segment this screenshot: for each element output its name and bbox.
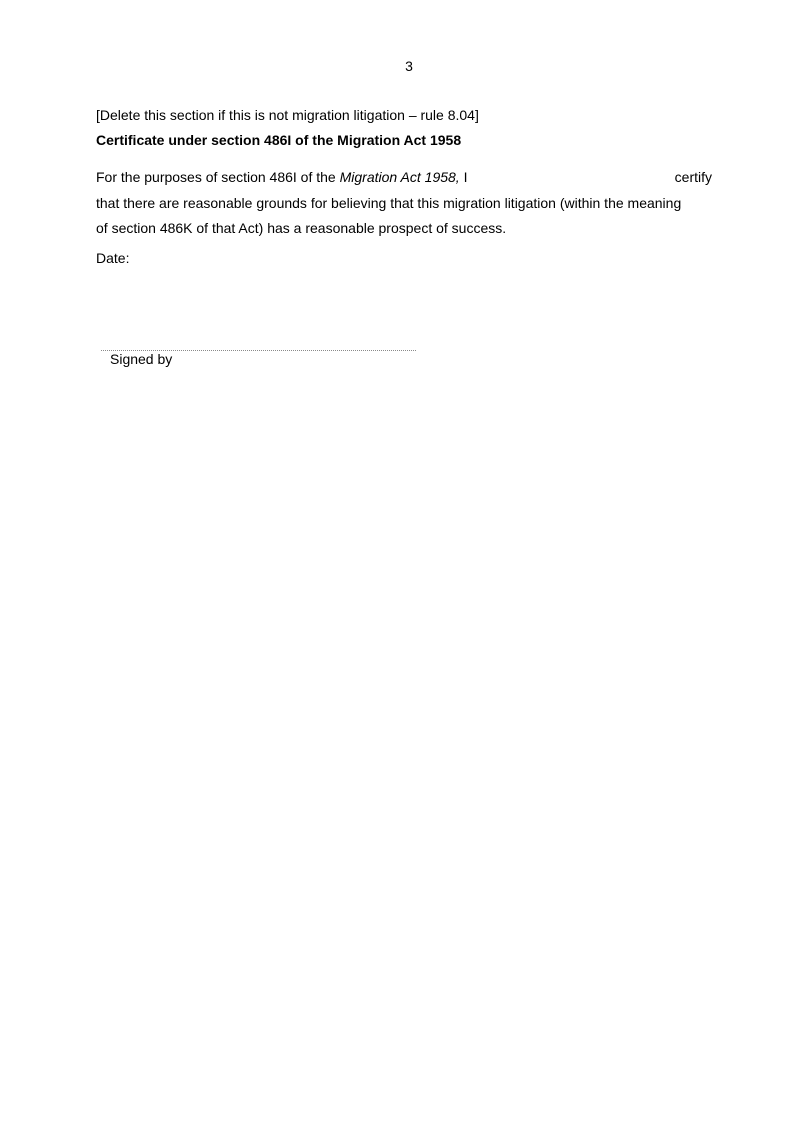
paragraph-line-3: of section 486K of that Act) has a reasonable prospect of success. — [96, 220, 507, 236]
certificate-paragraph — [96, 165, 712, 242]
paragraph-line-2: that there are reasonable grounds for believing that this migration litigation (within the meaning — [96, 194, 682, 211]
signed-by-label: Signed by — [110, 351, 173, 367]
line-1-suffix: I — [459, 169, 468, 185]
paragraph-line-1 — [96, 165, 712, 191]
line-1-prefix: For the purposes of section 486I of the — [96, 169, 340, 185]
line-1-lead — [96, 165, 467, 191]
page-number: 3 — [405, 58, 413, 74]
certify-word: certify — [674, 169, 712, 185]
instruction-note: [Delete this section if this is not migration litigation – rule 8.04] — [96, 107, 479, 123]
section-heading: Certificate under section 486I of the Migration Act 1958 — [96, 132, 462, 148]
date-label: Date: — [96, 250, 130, 266]
act-name: Migration Act 1958, — [339, 169, 460, 185]
